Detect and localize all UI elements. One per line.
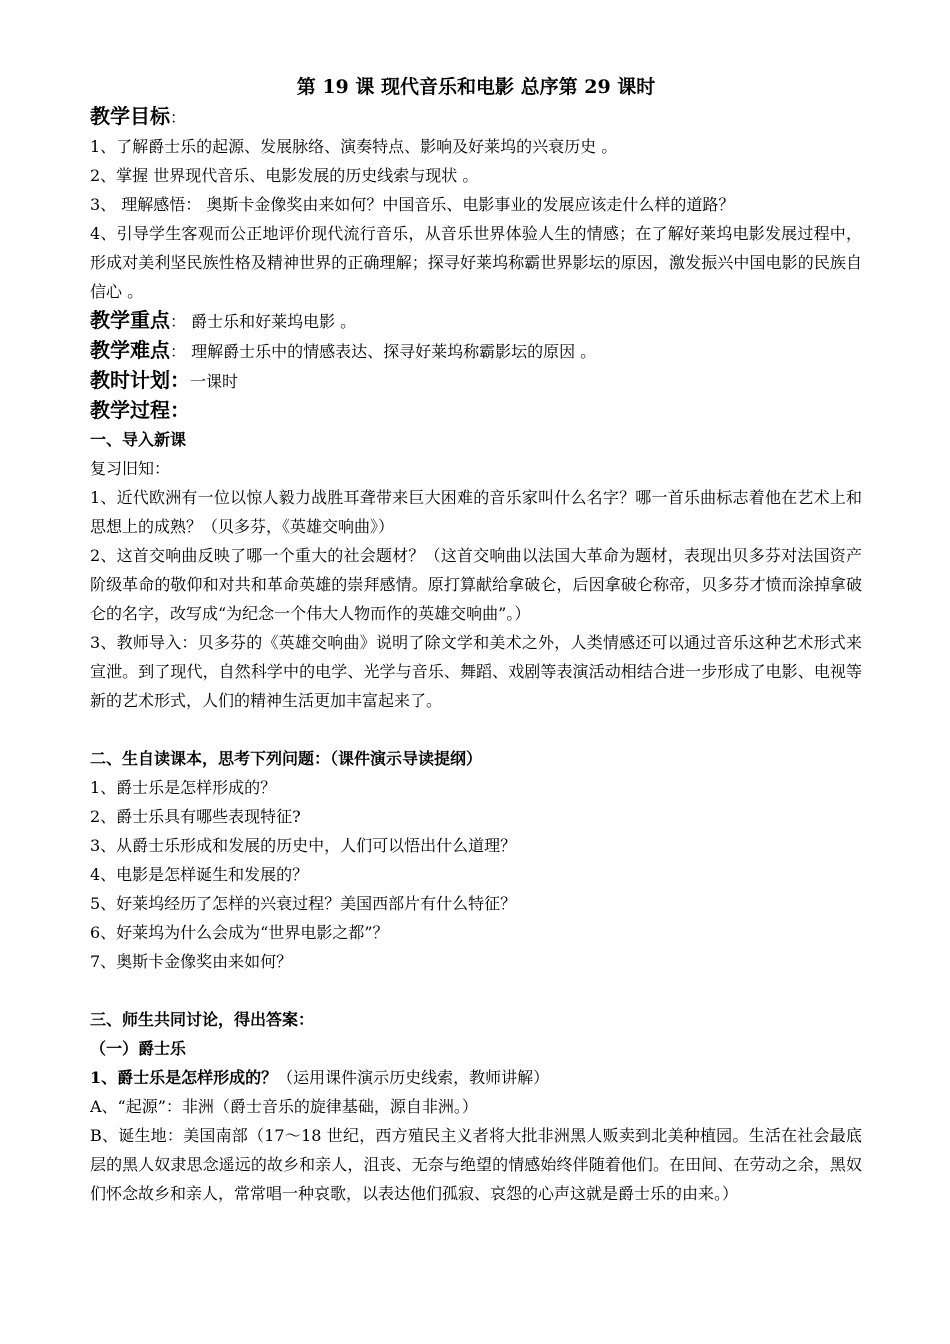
question-item: 7、奥斯卡金像奖由来如何？ (90, 952, 293, 971)
difficulties-label: 教学难点 (90, 338, 170, 362)
difficulties-row (90, 336, 862, 366)
question-item: 5、好莱坞经历了怎样的兴衰过程？美国西部片有什么特征？ (90, 894, 517, 913)
review-label: 复习旧知： (90, 459, 171, 478)
schedule-label: 教时计划： (90, 368, 190, 392)
difficulties-text: ： 理解爵士乐中的情感表达、探寻好莱坞称霸影坛的原因 。 (170, 342, 597, 361)
objective-item: 3、 理解感悟： 奥斯卡金像奖由来如何？中国音乐、电影事业的发展应该走什么样的道路？ (90, 195, 735, 214)
key-points-row (90, 306, 862, 336)
question-item: 4、电影是怎样诞生和发展的？ (90, 865, 309, 884)
process-heading: 教学过程： (90, 398, 190, 422)
spacer (90, 976, 862, 1005)
section2-heading: 二、生自读课本，思考下列问题：（课件演示导读提纲） (90, 749, 483, 768)
question1-row (90, 1063, 862, 1092)
spacer (90, 715, 862, 744)
objectives-label: 教学目标 (90, 104, 170, 128)
objectives-colon: ： (170, 108, 187, 127)
objective-item: 1、了解爵士乐的起源、发展脉络、演奏特点、影响及好莱坞的兴衰历史 。 (90, 137, 618, 156)
key-points-label: 教学重点 (90, 308, 170, 332)
answer-a: A、“起源”：非洲（爵士音乐的旋律基础，源自非洲。） (90, 1097, 478, 1116)
objective-item: 4、引导学生客观而公正地评价现代流行音乐，从音乐世界体验人生的情感；在了解好莱坞电影发展过程中，形成对美利坚民族性格及精神世界的正确理解；探寻好莱坞称霸世界影坛的原因，激发振兴中国电影的民族自信心 。 (90, 224, 862, 301)
question-item: 6、好莱坞为什么会成为“世界电影之都”？ (90, 923, 389, 942)
answer-b: B、诞生地：美国南部（17～18 世纪，西方殖民主义者将大批非洲黑人贩卖到北美种植园。生活在社会最底层的黑人奴隶思念遥远的故乡和亲人，沮丧、无奈与绝望的情感始终伴随着他们。在田间、在劳动之余，黑奴们怀念故乡和亲人，常常唱一种哀歌，以表达他们孤寂、哀怨的心声这就是爵士乐的由来。） (90, 1126, 862, 1203)
section1-item: 1、近代欧洲有一位以惊人毅力战胜耳聋带来巨大困难的音乐家叫什么名字？哪一首乐曲标志着他在艺术上和思想上的成熟？（贝多芬，《英雄交响曲》） (90, 488, 862, 536)
subsection-jazz: （一）爵士乐 (90, 1039, 187, 1058)
section3-heading: 三、师生共同讨论，得出答案： (90, 1010, 315, 1029)
section1-item: 3、教师导入：贝多芬的《英雄交响曲》说明了除文学和美术之外，人类情感还可以通过音乐这种艺术形式来宣泄。到了现代，自然科学中的电学、光学与音乐、舞蹈、戏剧等表演活动相结合进一步形成了电影、电视等新的艺术形式，人们的精神生活更加丰富起来了。 (90, 633, 862, 710)
section1-heading: 一、导入新课 (90, 430, 187, 449)
key-points-text: ： 爵士乐和好莱坞电影 。 (170, 312, 357, 331)
objective-item: 2、掌握 世界现代音乐、电影发展的历史线索与现状 。 (90, 166, 479, 185)
schedule-text: 一课时 (190, 372, 239, 391)
question-item: 3、从爵士乐形成和发展的历史中，人们可以悟出什么道理？ (90, 836, 517, 855)
schedule-row (90, 366, 862, 396)
question1-text: 1、爵士乐是怎样形成的？ (90, 1068, 278, 1087)
section1-item: 2、这首交响曲反映了哪一个重大的社会题材？（这首交响曲以法国大革命为题材，表现出贝多芬对法国资产阶级革命的敬仰和对共和革命英雄的崇拜感情。原打算献给拿破仑，后因拿破仑称帝，贝多芬才愤而涂掉拿破仑的名字，改写成“为纪念一个伟大人物而作的英雄交响曲”。） (90, 546, 862, 623)
question1-note: （运用课件演示历史线索，教师讲解） (277, 1068, 550, 1087)
objectives-heading (90, 102, 862, 132)
lesson-title: 第 19 课 现代音乐和电影 总序第 29 课时 (296, 76, 656, 98)
question-item: 1、爵士乐是怎样形成的？ (90, 778, 277, 797)
question-item: 2、爵士乐具有哪些表现特征? (90, 807, 301, 826)
